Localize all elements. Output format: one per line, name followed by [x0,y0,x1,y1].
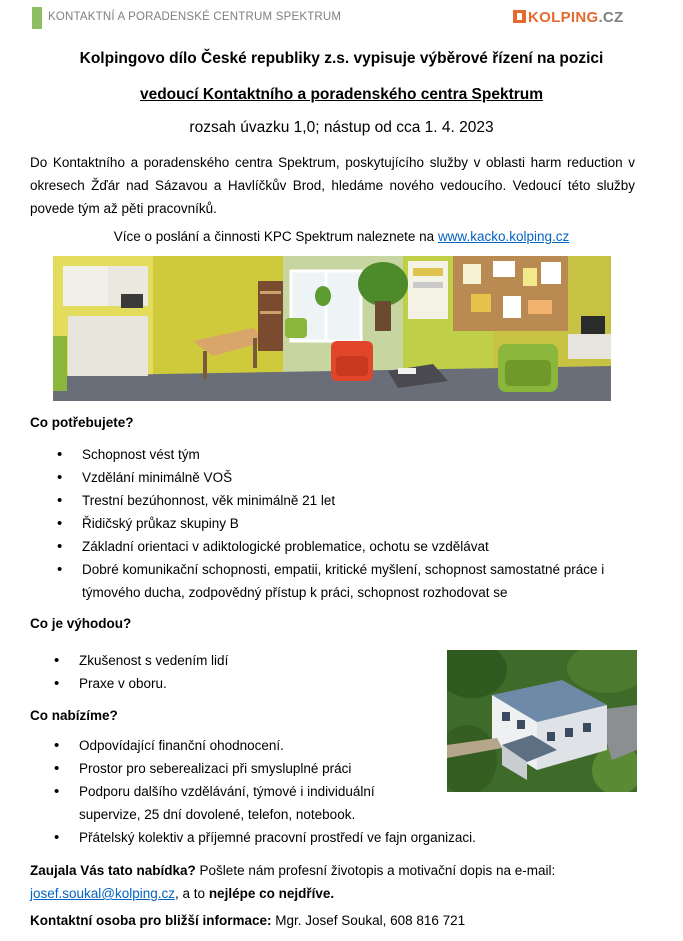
position-title: vedoucí Kontaktního a poradenského centra Spektrum [139,86,544,103]
website-link[interactable]: www.kacko.kolping.cz [437,229,570,244]
apply-lead: Zaujala Vás tato nabídka? [30,863,196,878]
list-item: • Základní orientaci v adiktologické problematice, ochotu se vzdělávat [55,535,605,558]
list-item: • Odpovídající finanční ohodnocení. [52,734,512,757]
needs-heading: Co potřebujete? [30,415,134,430]
list-item: • Řidičský průkaz skupiny B [55,512,605,535]
more-info-text: Více o poslání a činnosti KPC Spektrum naleznete na [113,229,438,244]
kolping-logo[interactable] [513,9,624,26]
offer-heading: Co nabízíme? [30,708,118,723]
offer-list [52,734,512,849]
list-item: • Podporu dalšího vzdělávání, týmové i individuální supervize, 25 dní dovolené, telefon, notebook. [52,780,414,826]
list-item: • Přátelský kolektiv a příjemné pracovní prostředí ve fajn organizaci. [52,826,512,849]
list-item: • Praxe v oboru. [52,672,432,695]
intro-paragraph: Do Kontaktního a poradenského centra Spektrum, poskytujícího služby v oblasti harm reduction v okresech Žďár nad Sázavou a Havlíčkův Brod, hledáme nového vedoucího. Vedoucí této služby povede tým až pěti pracovníků. [30,155,635,216]
more-info-line [0,229,683,244]
list-item: • Dobré komunikační schopnosti, empatii, kritické myšlení, schopnost samostatné práce i týmového ducha, zodpovědný přístup k práci, schopnost rozhodovat se [55,558,605,604]
center-interior-photo [53,256,611,401]
contact-line [30,913,465,928]
apply-text: Pošlete nám profesní životopis a motivační dopis na e-mail: [195,863,556,878]
list-item: • Schopnost vést tým [55,443,605,466]
advantage-heading: Co je výhodou? [30,616,132,631]
header-org-name: KONTAKTNÍ A PORADENSKÉ CENTRUM SPEKTRUM [48,11,342,23]
kolping-k-icon [513,10,526,23]
advantage-list [52,649,432,695]
email-link[interactable]: josef.soukal@kolping.cz [30,886,176,901]
needs-list [55,443,605,604]
list-item: • Trestní bezúhonnost, věk minimálně 21 let [55,489,605,512]
list-item: • Prostor pro seberealizaci při smysluplné práci [52,757,512,780]
list-item: • Vzdělání minimálně VOŠ [55,466,605,489]
position-scope: rozsah úvazku 1,0; nástup od cca 1. 4. 2023 [189,119,494,136]
logo-main-text: KOLPING [528,9,599,26]
apply-paragraph [30,859,635,905]
logo-tld-text: .CZ [598,9,624,26]
contact-value: Mgr. Josef Soukal, 608 816 721 [271,913,466,928]
apply-emphasis: nejlépe co nejdříve. [208,886,335,901]
contact-label: Kontaktní osoba pro bližší informace: [30,913,272,928]
header-accent-bar [32,7,42,29]
apply-mid: , a to [175,886,209,901]
page-title: Kolpingovo dílo České republiky z.s. vypisuje výběrové řízení na pozici [79,50,604,67]
list-item: • Zkušenost s vedením lidí [52,649,432,672]
